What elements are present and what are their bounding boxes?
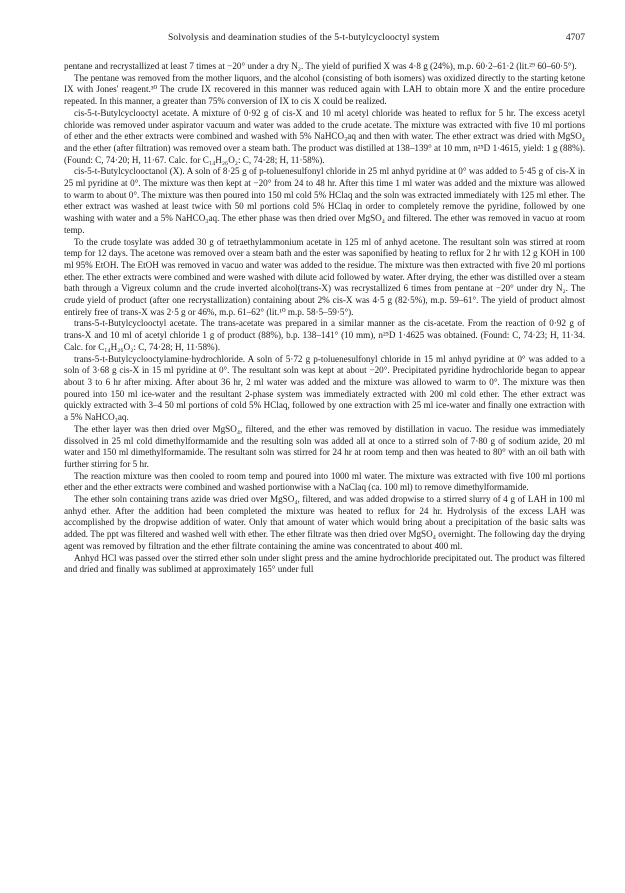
paragraph: The pentane was removed from the mother liquors, and the alcohol (consisting of both isomers) was oxidized directly to the starting ketone IX with Jones' reagent.³⁰ The crude IX recovered in this manner was reduced again with LAH to obtain more X and the entire procedure repeated. In this manner, a greater than 75% conversion of IX to cis X could be realized.: [64, 72, 585, 107]
running-header: [64, 32, 585, 46]
paragraph: The ether soln containing trans azide was dried over MgSO₄, filtered, and was added dropwise to a stirred slurry of 4 g of LAH in 100 ml anhyd ether. After the addition had been completed the mixture was heated to reflux for 24 hr. Hydrolysis of the excess LAH was accomplished by the dropwise addition of water. Only that amount of water which would bring about a precipitation of the basic salts was added. The ppt was filtered and washed well with ether. The ether filtrate was then dried over MgSO₄ overnight. The following day the drying agent was removed by filtration and the ether filtrate containing the amine was concentrated to about 400 ml.: [64, 494, 585, 551]
paragraph: cis-5-t-Butylcyclooctanol (X). A soln of 8·25 g of p-toluenesulfonyl chloride in 25 ml anhyd pyridine at 0° was added to 5·45 g of cis-X in 25 ml pyridine at 0°. The mixture was then kept at −20° from 24 to 48 hr. After this time 1 ml water was added and the mixture was allowed to warm to about 0°. The mixture was then poured into 150 ml cold 5% HClaq and the soln was extracted immediately with 125 ml ether. The ether extract was washed at least twice with 50 ml portions cold 5% HClaq in order to completely remove the pyridine, followed by one washing with water and a 5% NaHCO₃aq. The ether phase was then dried over MgSO₄ and filtered. The ether was removed in vacuo at room temp.: [64, 166, 585, 235]
article-body: [64, 61, 585, 576]
running-title: Solvolysis and deamination studies of the 5-t-butylcyclooctyl system: [168, 32, 440, 43]
paragraph: pentane and recrystallized at least 7 times at −20° under a dry N₂. The yield of purified X was 4·8 g (24%), m.p. 60·2–61·2 (lit.²⁹ 60–60·5°).: [64, 61, 577, 71]
paragraph: trans-5-t-Butylcyclooctylamine·hydrochloride. A soln of 5·72 g p-toluenesulfonyl chloride in 15 ml anhyd pyridine at 0° was added to a soln of 3·68 g cis-X in 15 ml pyridine at 0°. The resultant soln was kept at about −20°. Precipitated pyridine hydrochloride began to appear about 3 to 6 hr after mixing. After about 36 hr, 2 ml water was added and the mixture was allowed to warm to 0°. The mixture was then poured into 150 ml ice-water and the resultant 2-phase system was immediately extracted with 200 ml cold ether. The ether extract was quickly extracted with 3–4 50 ml portions of cold 5% HClaq, followed by one extraction with 25 ml ice-water and finally one extraction with a 5% NaHCO₃aq.: [64, 353, 585, 423]
paragraph: trans-5-t-Butylcyclooctyl acetate. The trans-acetate was prepared in a similar manner as the cis-acetate. From the reaction of 0·92 g of trans-X and 10 ml of acetyl chloride 1 g of product (88%), b.p. 138–141° (10 mm), n²⁵D 1·4625 was obtained. (Found: C, 74·23; H, 11·34. Calc. for C₁₄H₂₆O₂: C, 74·28; H, 11·58%).: [64, 318, 585, 352]
paragraph: The reaction mixture was then cooled to room temp and poured into 1000 ml water. The mixture was extracted with five 100 ml portions ether and the ether extracts were combined and washed portionwise with a NaClaq (ca. 100 ml) to remove dimethylformamide.: [64, 470, 585, 493]
paragraph: The ether layer was then dried over MgSO₄, filtered, and the ether was removed by distillation in vacuo. The residue was immediately dissolved in 25 ml cold dimethylformamide and the resulting soln was added all at once to a stirred soln of 7·80 g of sodium azide, 20 ml water and 150 ml dimethylformamide. The resultant soln was stirred for 24 hr at room temp and then was heated to 80° with an oil bath with further stirring for 5 hr.: [64, 423, 585, 469]
paragraph: To the crude tosylate was added 30 g of tetraethylammonium acetate in 125 ml of anhyd acetone. The resultant soln was stirred at room temp for 12 days. The acetone was removed over a steam bath and the ester was saponified by heating to reflux for 2 hr with 12 g KOH in 100 ml 95% EtOH. The EtOH was removed in vacuo and water was added to the residue. The mixture was then extracted with five 20 ml portions ether. The ether extracts were combined and were washed with dilute acid followed by water. After drying, the ether was distilled over a steam bath through a Vigreux column and the crude inverted alcohol(trans-X) was recrystallized 6 times from pentane at −20° under dry N₂. The crude yield of product (after one recrystallization) containing about 2% cis-X was 4·5 g (82·5%), m.p. 59–61°. The yield of product almost entirely free of trans-X was 2·5 g or 46%, m.p. 61–62° (lit.¹⁰ m.p. 58·5–59·5°).: [64, 236, 585, 317]
page-number: 4707: [565, 32, 585, 43]
paragraph: Anhyd HCl was passed over the stirred ether soln under slight press and the amine hydrochloride precipitated out. The product was filtered and dried and finally was sublimed at approximately 165° under full: [64, 552, 585, 575]
paragraph: cis-5-t-Butylcyclooctyl acetate. A mixture of 0·92 g of cis-X and 10 ml acetyl chloride was heated to reflux for 5 hr. The excess acetyl chloride was removed under aspirator vacuum and water was added to the crude acetate. The mixture was extracted with five 10 ml portions of ether and the ether extracts were combined and washed with 5% NaHCO₃aq and then with water. The ether extract was dried with MgSO₄ and the ether (after filtration) was removed over a steam bath. The product was distilled at 138–139° at 10 mm, n²⁵D 1·4615, yield: 1 g (88%). (Found: C, 74·20; H, 11·67. Calc. for C₁₄H₂₆O₂: C, 74·28; H, 11·58%).: [64, 107, 585, 165]
